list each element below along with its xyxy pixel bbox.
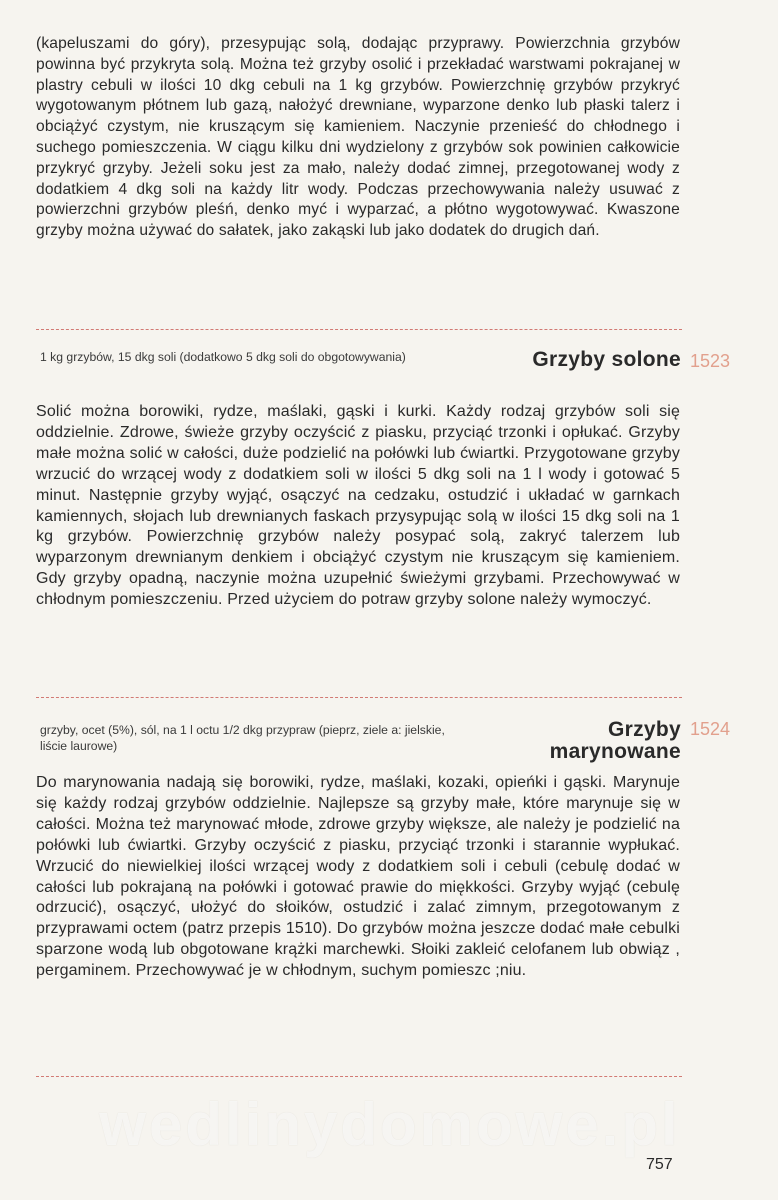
section-divider <box>36 329 682 330</box>
recipe-1524-number: 1524 <box>690 719 731 739</box>
intro-paragraph: (kapeluszami do góry), przesypując solą, dodając przyprawy. Powierzchnia grzybów powinna być przykryta solą. Można też grzyby osolić i przekładać warstwami pokrajanej w plastry cebuli w ilości 10 dkg cebuli na 1 kg grzybów. Powierzchnię grzybów przykryć wygotowanym płótnem lub gazą, nałożyć drewniane, wyparzone denko lub płaski talerz i obciążyć czystym, nie kruszącym się kamieniem. Naczynie przenieść do chłodnego i suchego pomieszczenia. W ciągu kilku dni wydzielony z grzybów sok powinien całkowicie przykryć grzyby. Jeżeli soku jest za mało, należy dodać zimnej, przegotowanej wody z dodatkiem 4 dkg soli na każdy litr wody. Podczas przechowywania należy usuwać z powierzchni grzybów pleśń, denko myć i wyparzać, a płótno wygotowywać. Kwaszone grzyby można używać do sałatek, jako zakąski lub jako dodatek do drugich dań. <box>36 35 680 240</box>
recipe-1524-ingredients: grzyby, ocet (5%), sól, na 1 l octu 1/2 dkg przypraw (pieprz, ziele a: jielskie, liście laurowe) <box>40 723 445 753</box>
section-divider <box>36 1076 682 1077</box>
recipe-1523-number: 1523 <box>690 351 731 371</box>
recipe-1524-text: Do marynowania nadają się borowiki, rydze, maślaki, kozaki, opieńki i gąski. Marynuje się każdy rodzaj grzybów oddzielnie. Najlepsze są grzyby małe, które marynuje się w całości. Można też marynować młode, zdrowe grzyby większe, ale należy je podzielić na połówki lub ćwiartki. Grzyby oczyścić z piasku, przyciąć trzonki i starannie wypłukać. Wrzucić do niewielkiej ilości wrzącej wody z dodatkiem soli i cebuli (cebulę dodać w całości lub pokrajaną na połówki i gotować prawie do miękkości. Grzyby wyjąć (cebulę odrzucić), osączyć, ułożyć do słoików, ostudzić i zalać zimnym, przegotowanym z przyprawami octem (patrz przepis 1510). Do grzybów można jeszcze dodać małe cebulki sparzone wodą lub obgotowane krążki marchewki. Słoiki zakleić celofanem lub obwiąz , pergaminem. Przechowywać je w chłodnym, suchym pomieszc ;niu. <box>36 774 680 980</box>
recipe-1523-title: Grzyby solone <box>532 348 681 371</box>
recipe-1523-ingredients: 1 kg grzybów, 15 dkg soli (dodatkowo 5 dkg soli do obgotowywania) <box>40 350 406 364</box>
page-number: 757 <box>646 1156 673 1173</box>
recipe-1523-text: Solić można borowiki, rydze, maślaki, gąski i kurki. Każdy rodzaj grzybów soli się oddzielnie. Zdrowe, świeże grzyby oczyścić z piasku, przyciąć trzonki i opłukać. Grzyby małe można solić w całości, duże podzielić na połówki lub ćwiartki. Przygotowane grzyby wrzucić do wrzącej wody z dodatkiem soli w ilości 5 dkg soli na 1 l wody i gotować 5 minut. Następnie grzyby wyjąć, osączyć na cedzaku, ostudzić i układać w garnkach kamiennych, słojach lub drewnianych faskach przysypując solą w ilości 15 dkg soli na 1 kg grzybów. Powierzchnię grzybów należy posypać solą, zakryć talerzem lub wyparzonym drewnianym denkiem i obciążyć czystym nie kruszącym się kamieniem. Gdy grzyby opadną, naczynie można uzupełnić świeżymi grzybami. Przechowywać w chłodnym pomieszczeniu. Przed użyciem do potraw grzyby solone należy wymoczyć. <box>36 403 680 609</box>
recipe-1524-title: Grzyby marynowane <box>549 718 681 763</box>
section-divider <box>36 697 682 698</box>
watermark: wedlinydomowe.pl <box>99 1091 681 1158</box>
